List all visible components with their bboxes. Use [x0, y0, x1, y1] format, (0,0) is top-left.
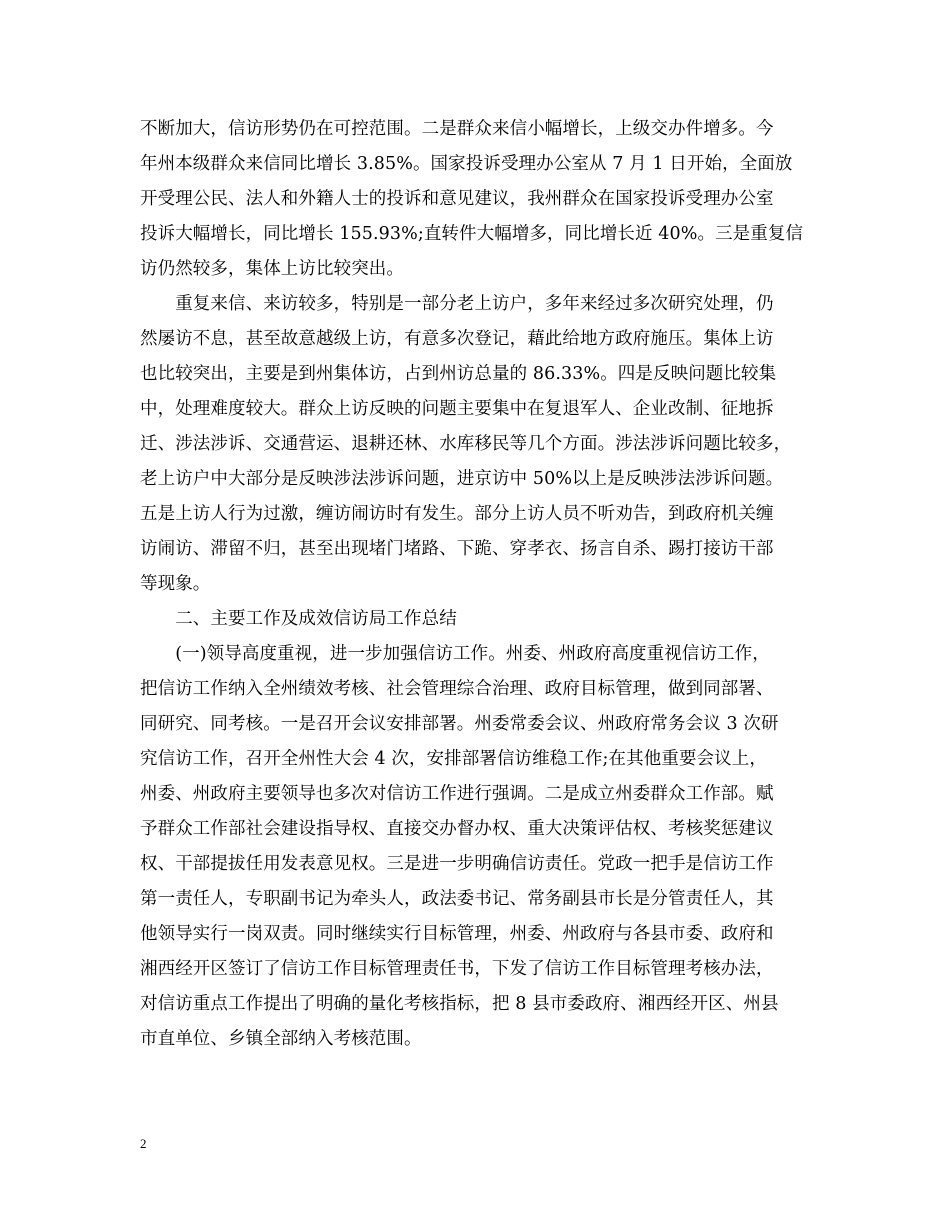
- text-line: 同研究、同考核。一是召开会议安排部署。州委常委会议、州政府常务会议 3 次研: [140, 714, 779, 734]
- text-line: 第一责任人，专职副书记为牵头人，政法委书记、常务副县市长是分管责任人，其: [140, 889, 774, 909]
- text-line: 老上访户中大部分是反映涉法涉诉问题，进京访中 50%以上是反映涉法涉诉问题。: [140, 469, 784, 489]
- text-line: 他领导实行一岗双责。同时继续实行目标管理，州委、州政府与各县市委、政府和: [140, 924, 774, 944]
- text-line: 州委、州政府主要领导也多次对信访工作进行强调。二是成立州委群众工作部。赋: [140, 784, 774, 804]
- text-line: 投诉大幅增长，同比增长 155.93%;直转件大幅增多，同比增长近 40%。三是重复信: [140, 224, 804, 244]
- text-line: 访闹访、滞留不归，甚至出现堵门堵路、下跪、穿孝衣、扬言自杀、踢打接访干部: [140, 539, 774, 559]
- page-number: 2: [140, 1136, 147, 1151]
- text-line: 究信访工作，召开全州性大会 4 次，安排部署信访维稳工作;在其他重要会议上，: [140, 749, 767, 769]
- text-line: 市直单位、乡镇全部纳入考核范围。: [140, 1029, 422, 1049]
- text-line: 予群众工作部社会建设指导权、直接交办督办权、重大决策评估权、考核奖惩建议: [140, 819, 774, 839]
- text-line: 中，处理难度较大。群众上访反映的问题主要集中在复退军人、企业改制、征地拆: [140, 399, 774, 419]
- text-line: 开受理公民、法人和外籍人士的投诉和意见建议，我州群众在国家投诉受理办公室: [140, 189, 774, 209]
- text-line: 不断加大，信访形势仍在可控范围。二是群众来信小幅增长，上级交办件增多。今: [140, 119, 774, 139]
- text-line: 五是上访人行为过激，缠访闹访时有发生。部分上访人员不听劝告，到政府机关缠: [140, 504, 774, 524]
- text-line: 权、干部提拔任用发表意见权。三是进一步明确信访责任。党政一把手是信访工作: [140, 854, 774, 874]
- text-line: 迁、涉法涉诉、交通营运、退耕还林、水库移民等几个方面。涉法涉诉问题比较多，: [140, 434, 792, 454]
- text-line: 等现象。: [140, 574, 211, 594]
- text-line: 湘西经开区签订了信访工作目标管理责任书，下发了信访工作目标管理考核办法，: [140, 959, 774, 979]
- text-line: 访仍然较多，集体上访比较突出。: [140, 259, 404, 279]
- text-line: 重复来信、来访较多，特别是一部分老上访户，多年来经过多次研究处理，仍: [140, 294, 774, 314]
- text-line: 然屡访不息，甚至故意越级上访，有意多次登记，藉此给地方政府施压。集体上访: [140, 329, 774, 349]
- text-line: (一)领导高度重视，进一步加强信访工作。州委、州政府高度重视信访工作，: [140, 644, 770, 664]
- text-line: 对信访重点工作提出了明确的量化考核指标，把 8 县市委政府、湘西经开区、州县: [140, 994, 779, 1014]
- text-line: 也比较突出，主要是到州集体访，占到州访总量的 86.33%。四是反映问题比较集: [140, 364, 777, 384]
- text-line: 把信访工作纳入全州绩效考核、社会管理综合治理、政府目标管理，做到同部署、: [140, 679, 774, 699]
- section-heading: 二、主要工作及成效信访局工作总结: [140, 609, 457, 629]
- text-line: 年州本级群众来信同比增长 3.85%。国家投诉受理办公室从 7 月 1 日开始，全面放: [140, 154, 793, 174]
